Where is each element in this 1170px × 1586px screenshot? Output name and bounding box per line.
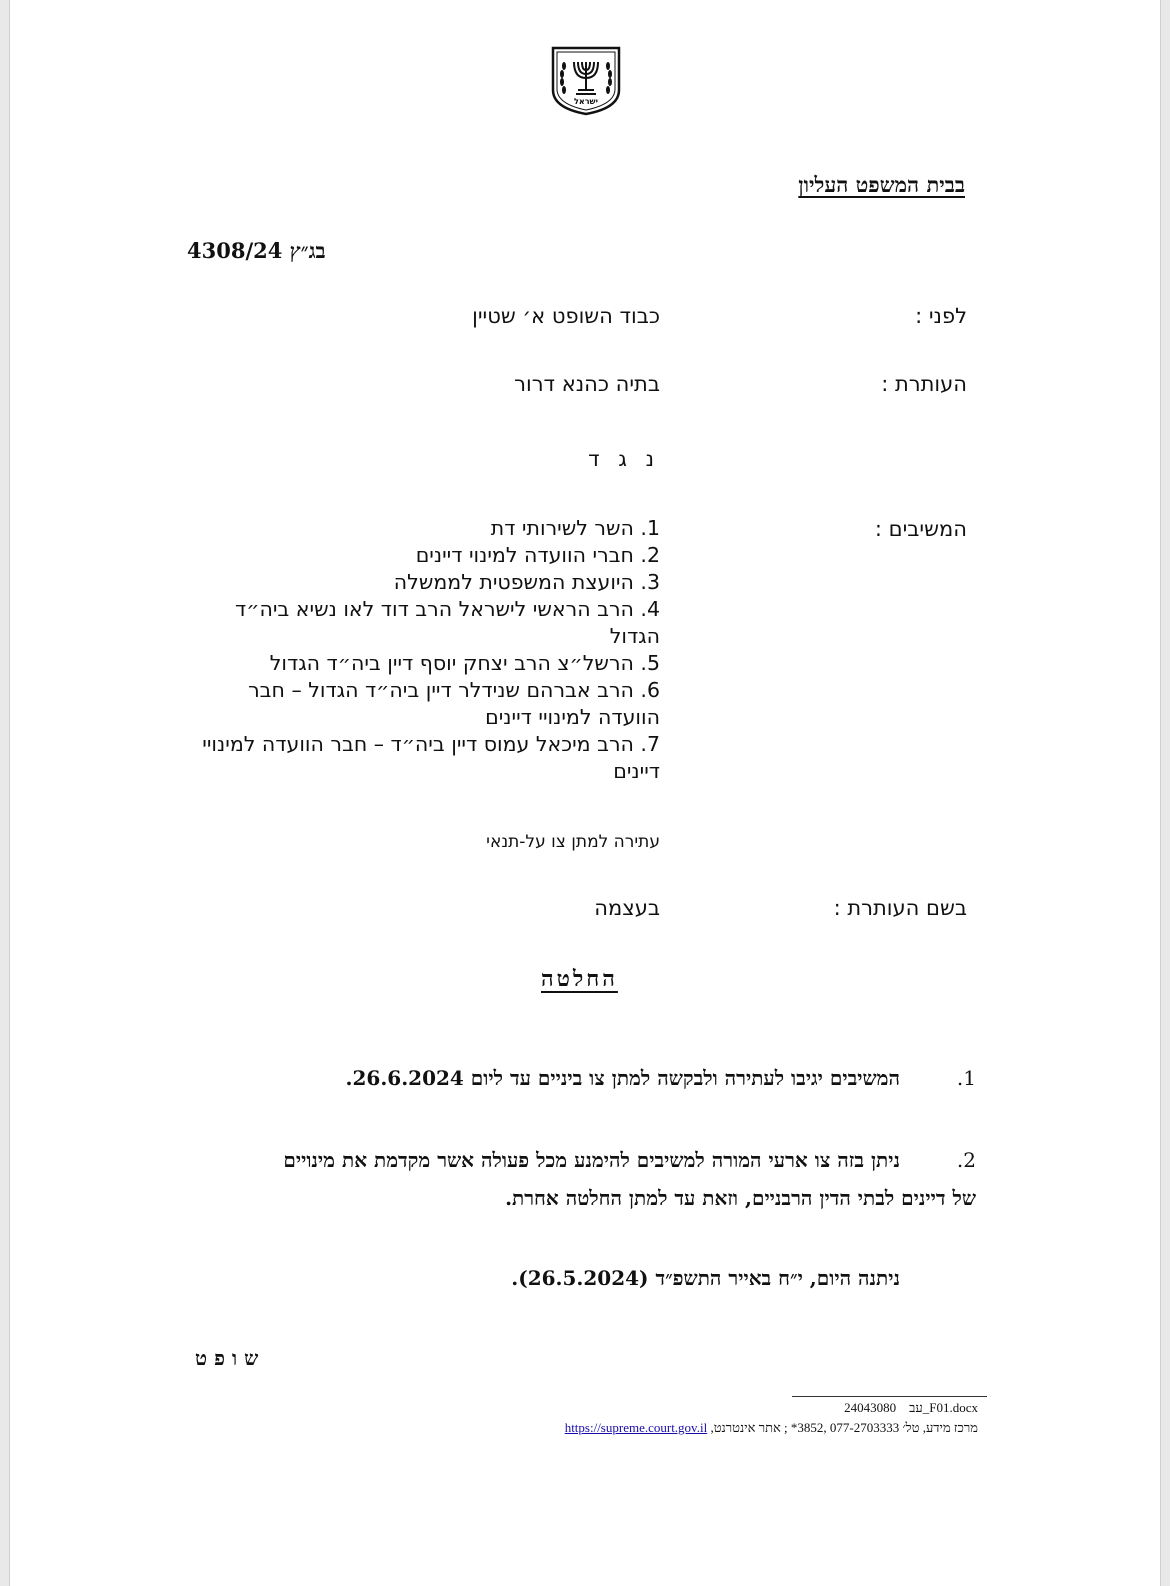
paragraph-1-text: המשיבים יגיבו לעתירה ולבקשה למתן צו ביניים עד ליום 26.6.2024. xyxy=(345,1066,900,1090)
list-item: 3. היועצת המשפטית לממשלה xyxy=(393,570,660,594)
versus-label: נ ג ד xyxy=(588,447,660,471)
menorah-emblem-icon xyxy=(547,44,625,116)
respondents-label: המשיבים : xyxy=(874,517,967,541)
paragraph-number: 1. xyxy=(956,1066,976,1090)
petitioner-value: בתיה כהנא דרור xyxy=(514,372,660,396)
website-link[interactable]: https://supreme.court.gov.il xyxy=(564,1420,708,1435)
list-item: 4. הרב הראשי לישראל הרב דוד לאו נשיא ביה״ד הגדול xyxy=(235,597,660,648)
list-item: 1. השר לשירותי דת xyxy=(490,516,660,540)
before-value: כבוד השופט א׳ שטיין xyxy=(472,304,660,328)
footer-info-text: מרכז מידע, טל׳ 077-2703333 ,3852* ; אתר אינטרנט, xyxy=(710,1420,978,1435)
before-label: לפני : xyxy=(915,304,967,328)
counsel-value: בעצמה xyxy=(594,896,660,920)
footer-info xyxy=(565,1420,978,1436)
proceeding-type: עתירה למתן צו על-תנאי xyxy=(486,832,660,852)
paragraph-2-line-1: ניתן בזה צו ארעי המורה למשיבים להימנע מכל פעולה אשר מקדמת את מינויים xyxy=(283,1148,900,1172)
list-item: 5. הרשל״צ הרב יצחק יוסף דיין ביה״ד הגדול xyxy=(269,651,660,675)
judge-signature: שופט xyxy=(195,1346,266,1370)
doc-id xyxy=(844,1400,978,1416)
paragraph-2-line-2: של דיינים לבתי הדין הרבניים, וזאת עד למתן החלטה אחרת. xyxy=(505,1186,976,1210)
counsel-label: בשם העותרת : xyxy=(833,896,967,920)
case-number: בג״ץ 4308/24 xyxy=(187,238,326,263)
emblem-text: ישראל xyxy=(574,97,598,106)
list-item: 2. חברי הוועדה למינוי דיינים xyxy=(415,543,660,567)
given-date: ניתנה היום, י״ח באייר התשפ״ד (26.5.2024). xyxy=(511,1266,900,1290)
court-name: בבית המשפט העליון xyxy=(798,172,965,197)
list-item: 7. הרב מיכאל עמוס דיין ביה״ד – חבר הוועדה למינויי דיינים xyxy=(202,732,660,783)
list-item: 6. הרב אברהם שנידלר דיין ביה״ד הגדול – חבר הוועדה למינויי דיינים xyxy=(248,678,660,729)
document-page xyxy=(10,0,1160,1586)
decision-title: החלטה xyxy=(541,966,618,992)
footer-divider xyxy=(792,1396,987,1397)
respondents-list xyxy=(190,515,660,785)
doc-suffix: עב xyxy=(909,1400,923,1415)
doc-filename: 24043080_F01.docx xyxy=(844,1400,978,1415)
paragraph-number: 2. xyxy=(956,1148,976,1172)
petitioner-label: העותרת : xyxy=(881,372,967,396)
